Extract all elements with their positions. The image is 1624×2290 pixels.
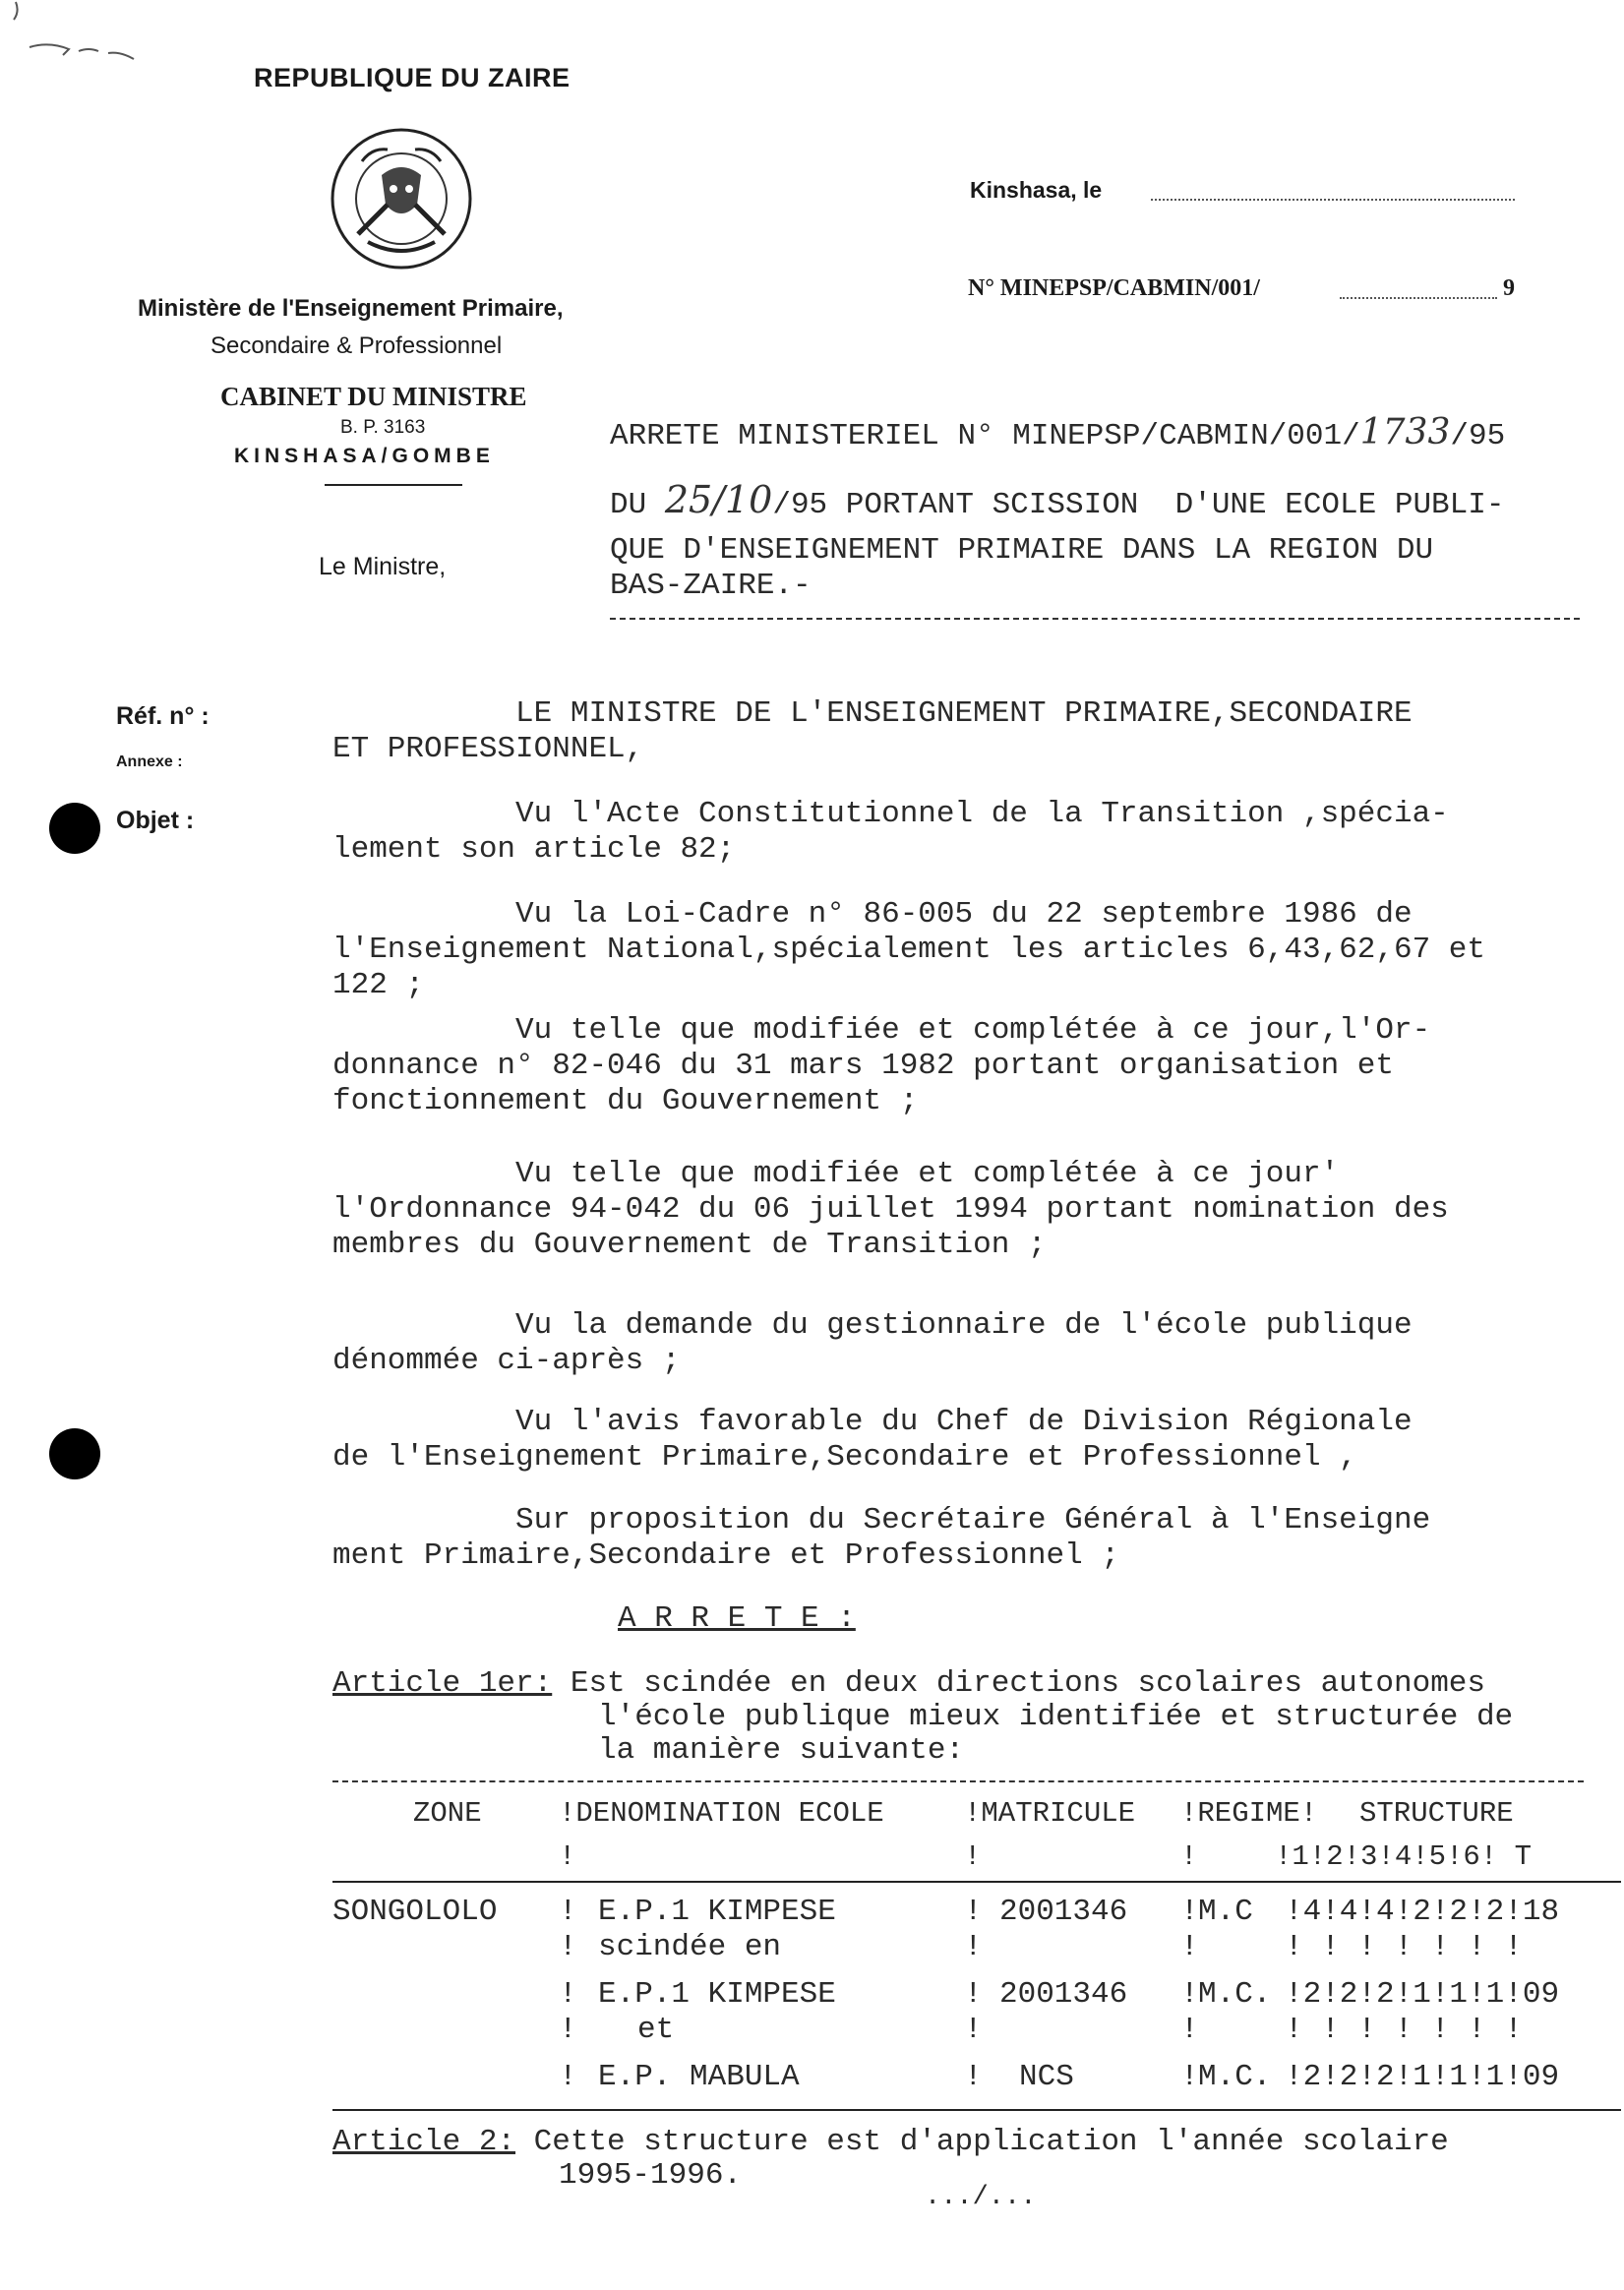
- handwritten-date: 25/10: [664, 478, 773, 521]
- table-row-2-bang: !: [1180, 1977, 1199, 2012]
- consideration-6-line-1: Vu l'avis favorable du Chef de Division Régionale: [332, 1405, 1413, 1439]
- minister-line-1: LE MINISTRE DE L'ENSEIGNEMENT PRIMAIRE,SECONDAIRE: [332, 696, 1413, 731]
- table-row-2-sub: et: [637, 2013, 675, 2047]
- handwritten-number: 1733: [1359, 412, 1451, 452]
- punch-hole-top: [49, 803, 100, 854]
- table-row-1-zone: SONGOLOLO: [332, 1895, 498, 1929]
- table-row-2-structure-bangs: ! ! ! ! ! ! !: [1285, 2013, 1523, 2047]
- title-line-1: ARRETE MINISTERIEL N° MINEPSP/CABMIN/001/1733/95: [610, 412, 1506, 453]
- consideration-6-line-2: de l'Enseignement Primaire,Secondaire et Professionnel ,: [332, 1440, 1357, 1475]
- consideration-3-line-1: Vu telle que modifiée et complétée à ce jour,l'Or-: [332, 1013, 1431, 1048]
- table-row-3-bang: !: [1180, 2060, 1199, 2094]
- punch-hole-bottom: [49, 1428, 100, 1479]
- consideration-5-line-2: dénommée ci-après ;: [332, 1344, 681, 1378]
- table-row-3-name: E.P. MABULA: [598, 2060, 800, 2094]
- article-1-label: Article 1er:: [332, 1666, 553, 1701]
- table-row-1-regime: M.C: [1198, 1895, 1253, 1929]
- table-header-structure: STRUCTURE: [1359, 1797, 1514, 1830]
- city-line: KINSHASA/GOMBE: [234, 445, 495, 467]
- table-row-1-matricule: 2001346: [999, 1895, 1128, 1929]
- table-header-rule: [332, 1881, 1621, 1883]
- consideration-2-line-1: Vu la Loi-Cadre n° 86-005 du 22 septembre 1986 de: [332, 897, 1413, 932]
- table-header-bang: !: [964, 1840, 982, 1873]
- consideration-5-line-1: Vu la demande du gestionnaire de l'école publique: [332, 1308, 1413, 1343]
- ministry-line-2: Secondaire & Professionnel: [211, 332, 503, 359]
- consideration-2-line-2: l'Enseignement National,spécialement les articles 6,43,62,67 et: [332, 933, 1485, 967]
- reference-number-field: [1340, 297, 1497, 299]
- continuation-mark: .../...: [925, 2183, 1037, 2212]
- margin-scribble: [0, 0, 157, 89]
- table-row-1-bang: !: [559, 1930, 577, 1964]
- table-row-2-matricule: 2001346: [999, 1977, 1128, 2012]
- le-ministre-label: Le Ministre,: [319, 553, 447, 580]
- objet-label: Objet :: [116, 807, 195, 834]
- table-header-zone: ZONE: [413, 1797, 482, 1830]
- consideration-4-line-3: membres du Gouvernement de Transition ;: [332, 1228, 1047, 1262]
- table-row-2-regime: M.C.: [1198, 1977, 1272, 2012]
- table-row-3-structure: !2!2!2!1!1!1!09: [1285, 2060, 1560, 2094]
- annexe-label: Annexe :: [116, 753, 183, 770]
- table-header-regime: !REGIME!: [1180, 1797, 1318, 1830]
- table-row-3-regime: M.C.: [1198, 2060, 1272, 2094]
- table-row-1-structure: !4!4!4!2!2!2!18: [1285, 1895, 1560, 1929]
- table-header-bang: !: [1180, 1840, 1198, 1873]
- table-row-2-name: E.P.1 KIMPESE: [598, 1977, 836, 2012]
- table-row-2-bang: !: [559, 1977, 577, 2012]
- ministry-line-1: Ministère de l'Enseignement Primaire,: [138, 295, 564, 322]
- table-row-2-bang: !: [964, 1977, 983, 2012]
- coat-of-arms-seal: [329, 126, 474, 271]
- republic-heading: REPUBLIQUE DU ZAIRE: [254, 63, 571, 92]
- title-line-4: BAS-ZAIRE.-: [610, 569, 812, 603]
- consideration-2-line-3: 122 ;: [332, 968, 425, 1002]
- article-1-line-1: Article 1er: Est scindée en deux directions scolaires autonomes: [332, 1666, 1486, 1701]
- minister-line-2: ET PROFESSIONNEL,: [332, 732, 644, 766]
- arrete-heading: A R R E T E :: [618, 1601, 856, 1636]
- article-1-line-2: l'école publique mieux identifiée et structurée de: [598, 1700, 1514, 1734]
- table-header-matricule: !MATRICULE: [964, 1797, 1136, 1830]
- consideration-1-line-2: lement son article 82;: [332, 832, 736, 867]
- table-top-rule: [332, 1780, 1584, 1782]
- table-row-1-sub: scindée en: [598, 1930, 782, 1964]
- consideration-4-line-2: l'Ordonnance 94-042 du 06 juillet 1994 portant nomination des: [332, 1192, 1449, 1227]
- table-row-3-bang: !: [559, 2060, 577, 2094]
- article-2-label: Article 2:: [332, 2125, 516, 2159]
- proposal-line-1: Sur proposition du Secrétaire Général à l'Enseigne: [332, 1503, 1431, 1537]
- table-row-1-bang: !: [964, 1930, 983, 1964]
- consideration-4-line-1: Vu telle que modifiée et complétée à ce jour': [332, 1157, 1340, 1191]
- ref-label: Réf. n° :: [116, 702, 210, 730]
- table-bottom-rule: [332, 2109, 1621, 2111]
- article-2-line-1: Article 2: Cette structure est d'application l'année scolaire: [332, 2125, 1449, 2159]
- table-header-denomination: !DENOMINATION ECOLE: [559, 1797, 884, 1830]
- table-header-bang: !: [559, 1840, 576, 1873]
- table-row-2-structure: !2!2!2!1!1!1!09: [1285, 1977, 1560, 2012]
- table-header-structure-columns: !1!2!3!4!5!6! T: [1275, 1840, 1533, 1873]
- proposal-line-2: ment Primaire,Secondaire et Professionnel ;: [332, 1538, 1119, 1573]
- table-row-1-bang: !: [559, 1895, 577, 1929]
- title-line-2: DU 25/10/95 PORTANT SCISSION D'UNE ECOLE PUBLI-: [610, 478, 1505, 522]
- title-line-3: QUE D'ENSEIGNEMENT PRIMAIRE DANS LA REGION DU: [610, 533, 1434, 568]
- consideration-3-line-2: donnance n° 82-046 du 31 mars 1982 portant organisation et: [332, 1049, 1394, 1083]
- date-dotted-field: [1151, 199, 1515, 201]
- reference-number-suffix: 9: [1503, 275, 1515, 301]
- postal-box: B. P. 3163: [340, 417, 426, 438]
- place-date-label: Kinshasa, le: [970, 177, 1103, 203]
- table-row-1-bang: !: [1180, 1930, 1199, 1964]
- table-row-2-bang: !: [964, 2013, 983, 2047]
- consideration-3-line-3: fonctionnement du Gouvernement ;: [332, 1084, 919, 1118]
- table-row-2-bang: !: [1180, 2013, 1199, 2047]
- article-1-line-3: la manière suivante:: [598, 1733, 965, 1768]
- reference-number-label: N° MINEPSP/CABMIN/001/: [968, 275, 1260, 301]
- article-2-line-2: 1995-1996.: [559, 2158, 743, 2193]
- table-row-1-bang: !: [964, 1895, 983, 1929]
- table-row-3-matricule: NCS: [1019, 2060, 1074, 2094]
- table-row-2-bang: !: [559, 2013, 577, 2047]
- table-row-3-bang: !: [964, 2060, 983, 2094]
- cabinet-heading: CABINET DU MINISTRE: [220, 382, 527, 411]
- city-underline: [325, 484, 462, 486]
- consideration-1-line-1: Vu l'Acte Constitutionnel de la Transition ,spécia-: [332, 797, 1449, 831]
- title-separator: [610, 618, 1580, 620]
- table-row-1-structure-bangs: ! ! ! ! ! ! !: [1285, 1930, 1523, 1964]
- table-row-1-bang: !: [1180, 1895, 1199, 1929]
- table-row-1-name: E.P.1 KIMPESE: [598, 1895, 836, 1929]
